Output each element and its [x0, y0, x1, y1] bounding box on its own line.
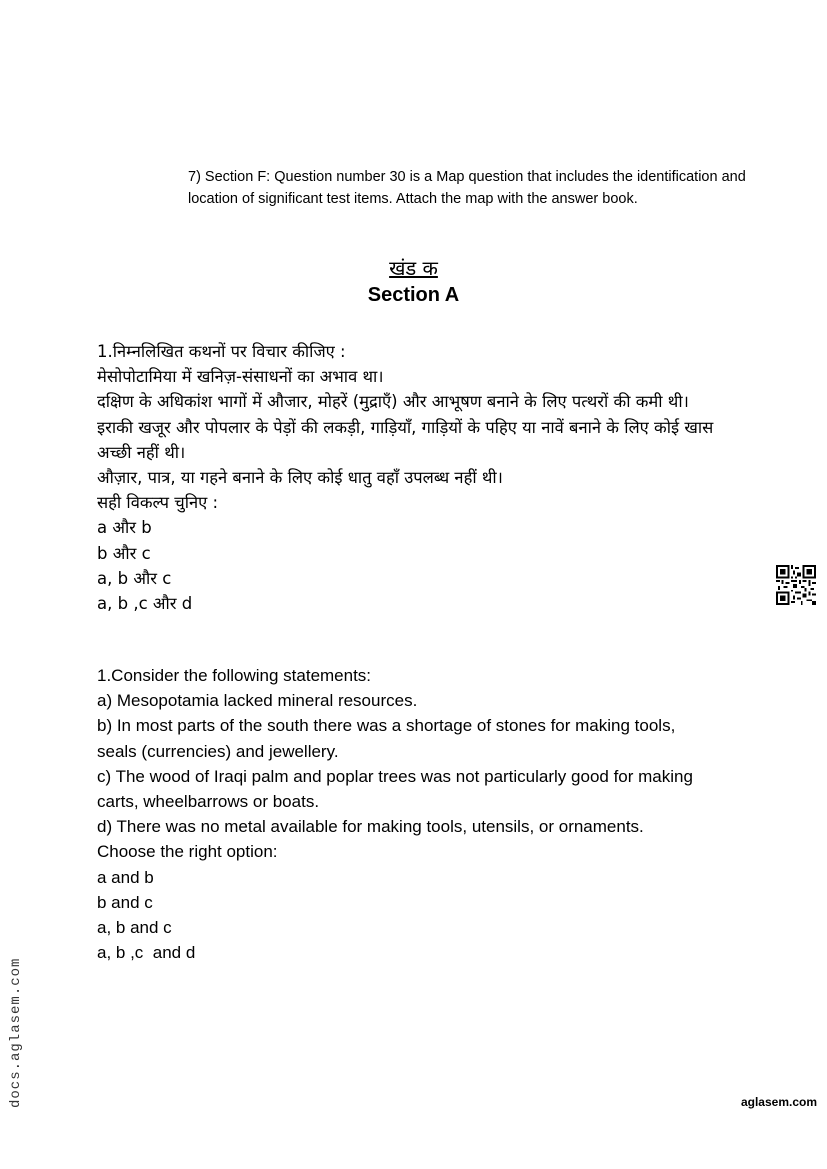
statement: c) The wood of Iraqi palm and poplar trees was not particularly good for making carts, wheelbarrows or boats.	[97, 766, 693, 812]
statement: इराकी खजूर और पोपलार के पेड़ों की लकड़ी, गाड़ियाँ, गाड़ियों के पहिए या नावें बनाने के लिए कोई खास अच्छी नहीं थी।	[97, 417, 714, 462]
option-prompt: सही विकल्प चुनिए :	[97, 493, 219, 513]
question-english	[97, 663, 737, 965]
instruction-text: 7) Section F: Question number 30 is a Map question that includes the identification and location of significant test items. Attach the map with the answer book.	[188, 169, 746, 207]
statement: मेसोपोटामिया में खनिज़-संसाधनों का अभाव था।	[97, 367, 384, 387]
option: a, b and c	[97, 918, 172, 938]
question-stem: 1.Consider the following statements:	[97, 666, 372, 685]
option: a, b ,c और d	[97, 594, 193, 614]
section-heading-hindi: खंड क	[389, 256, 438, 280]
statement: दक्षिण के अधिकांश भागों में औजार, मोहरें (मुद्राएँ) और आभूषण बनाने के लिए पत्थरों की कमी थी।	[97, 392, 689, 412]
question-stem: 1.निम्नलिखित कथनों पर विचार कीजिए :	[97, 342, 346, 361]
option: b and c	[97, 892, 153, 912]
option: a और b	[97, 518, 152, 538]
statement: d) There was no metal available for making tools, utensils, or ornaments.	[97, 817, 644, 837]
statement: औज़ार, पात्र, या गहने बनाने के लिए कोई धातु वहाँ उपलब्ध नहीं थी।	[97, 468, 503, 488]
option: a, b ,c and d	[97, 943, 196, 963]
option: a and b	[97, 867, 154, 887]
statement: a) Mesopotamia lacked mineral resources.	[97, 691, 418, 711]
footer-brand: aglasem.com	[740, 1095, 817, 1109]
question-hindi	[97, 339, 737, 616]
option: a, b और c	[97, 568, 172, 588]
statement: b) In most parts of the south there was a shortage of stones for making tools, seals (currencies) and jewellery.	[97, 716, 676, 761]
side-watermark: docs.aglasem.com	[8, 957, 24, 1108]
option-prompt: Choose the right option:	[97, 842, 278, 862]
option: b और c	[97, 543, 151, 563]
section-heading: Section A	[367, 284, 460, 306]
qr-code-icon[interactable]	[776, 565, 816, 605]
